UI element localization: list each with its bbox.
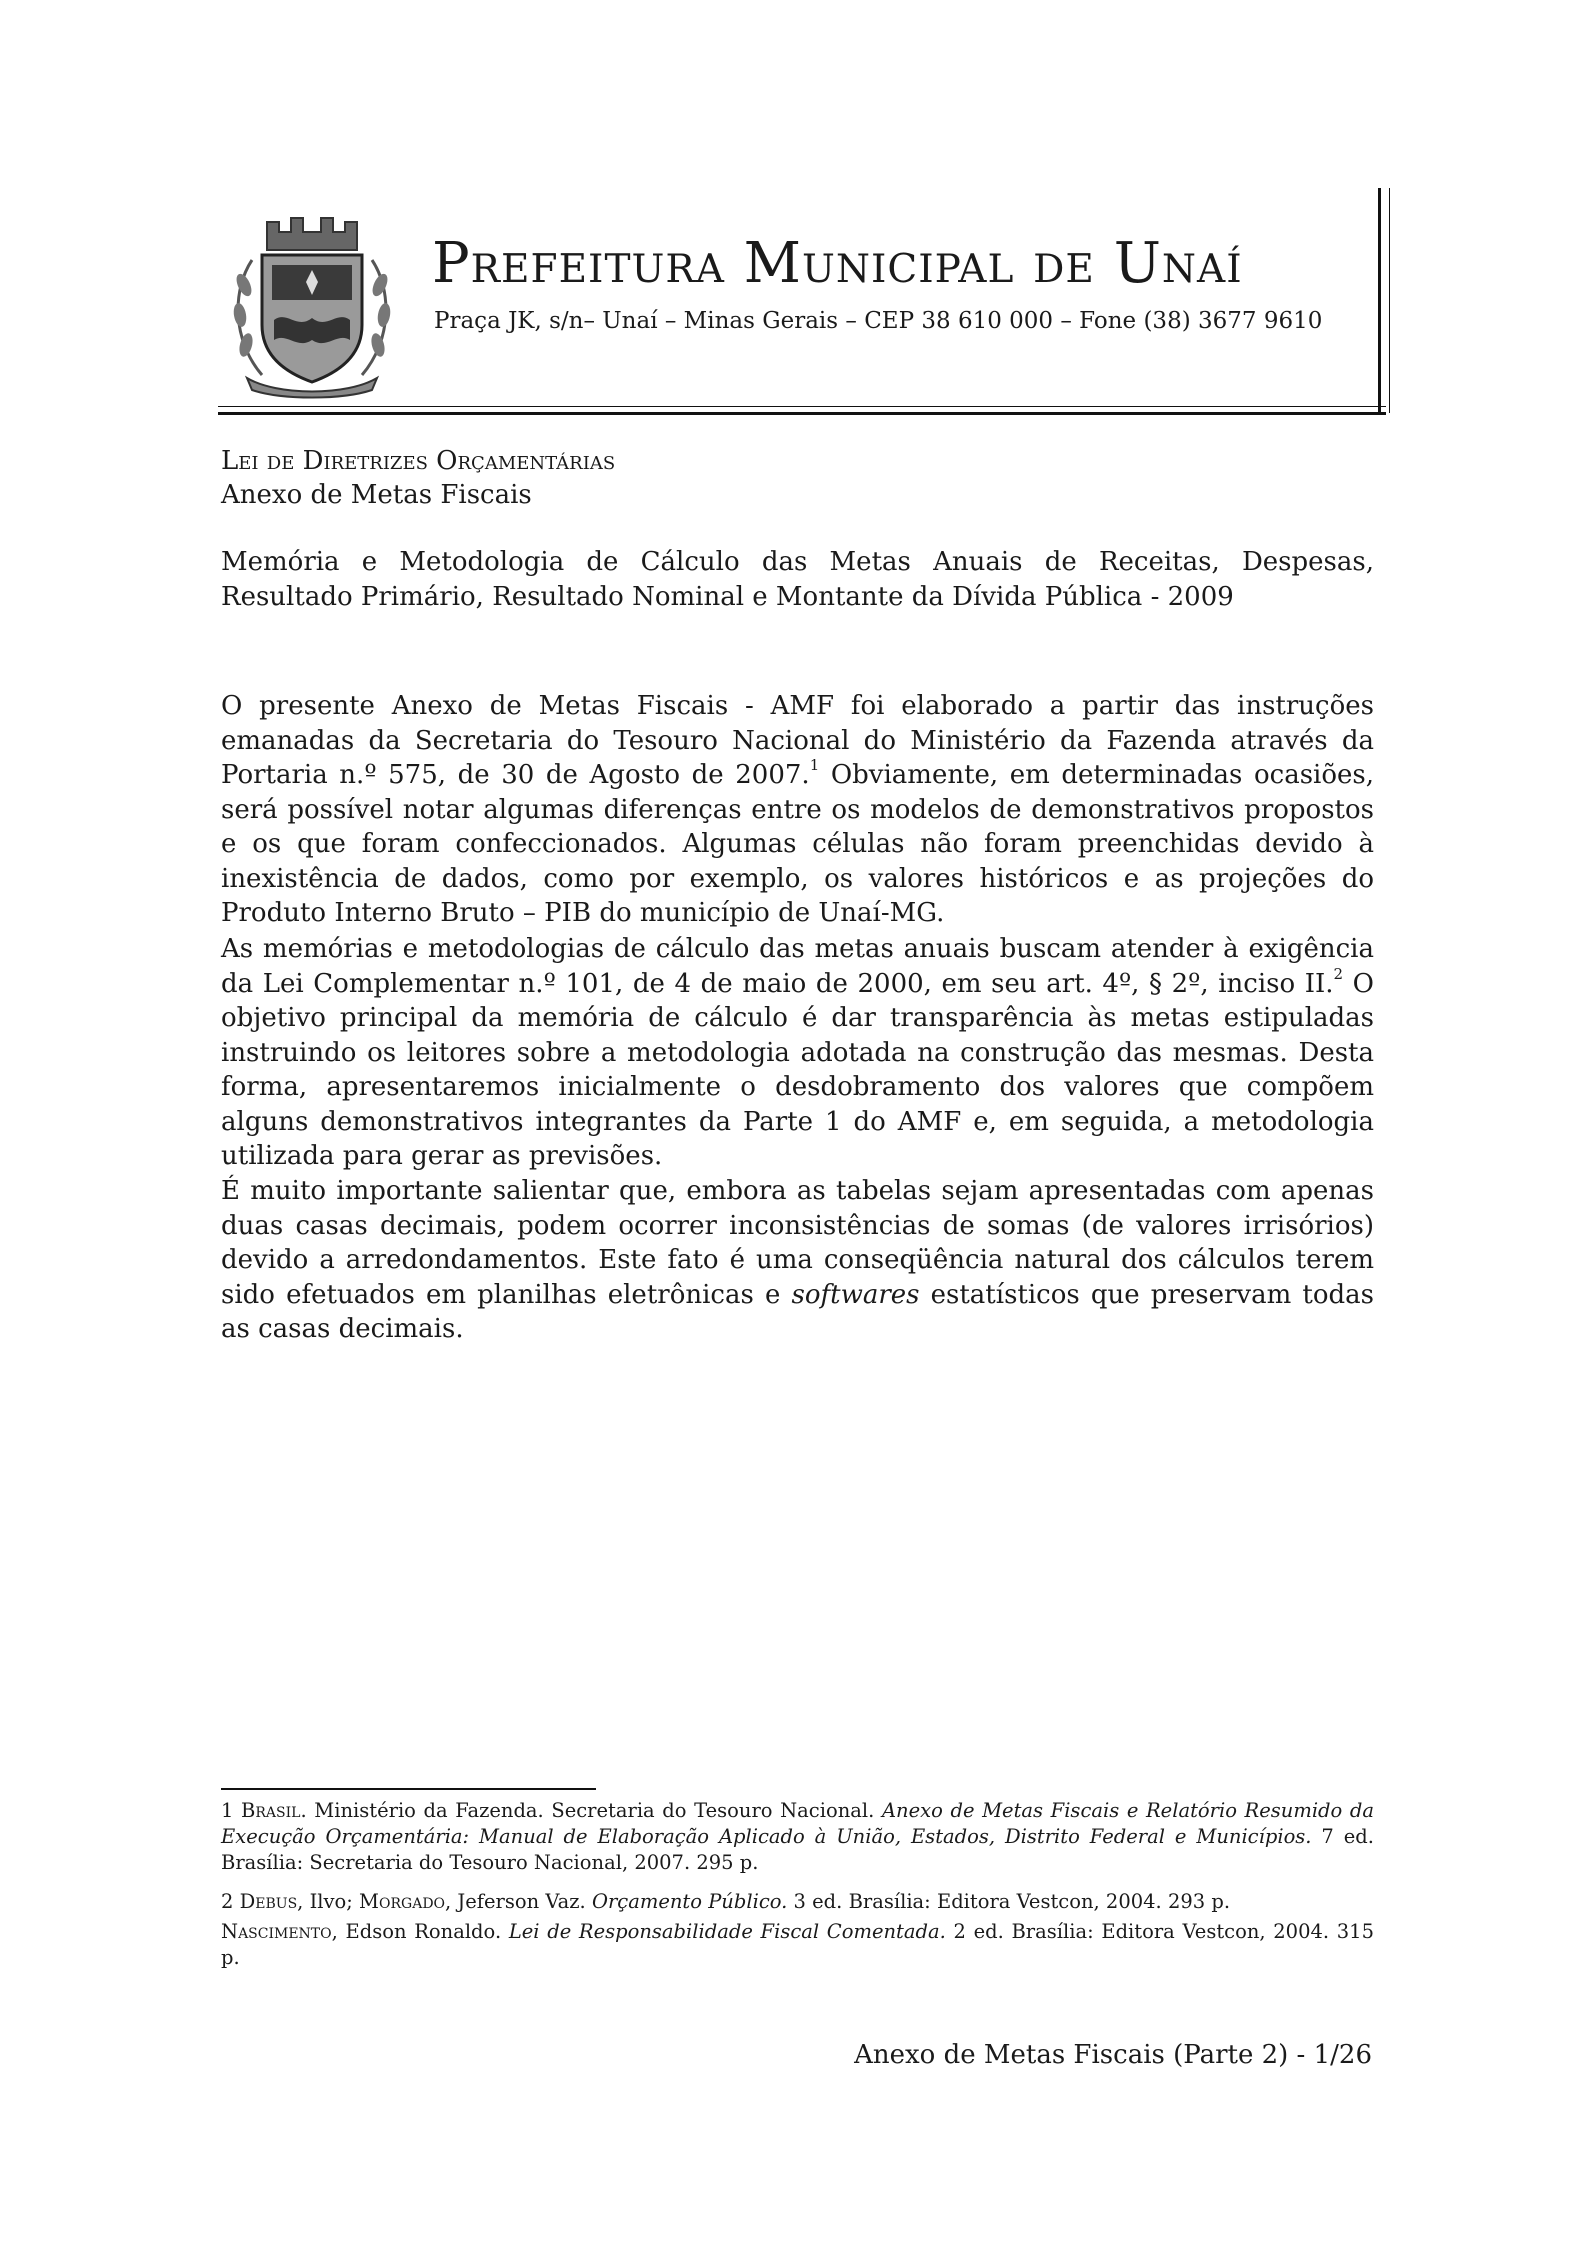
organization-title: Prefeitura Municipal de Unaí [432,231,1243,296]
paragraph-2 [221,932,1374,1174]
footnote-3-title: Lei de Responsabilidade Fiscal Comentada. [508,1920,946,1943]
footnote-1-number: 1 [221,1799,234,1822]
law-title: Lei de Diretrizes Orçamentárias [221,446,616,476]
paragraph-1-text-b: Obviamente, em determinadas ocasiões, será possível notar algumas diferenças entre os modelos de demonstrativos propostos e os que foram confeccionados. Algumas células não foram preenchidas devido à inexistência de dados, como por exemplo, os valores históricos e as projeções do Produto Interno Bruto – PIB do município de Unaí-MG. [221,760,1374,928]
footnote-3-author: Nascimento [221,1920,332,1943]
footnote-2-continuation [221,1919,1374,1971]
paragraph-3-italic: softwares [791,1279,920,1310]
annex-title: Anexo de Metas Fiscais [221,480,532,510]
page-footer-label: Anexo de Metas Fiscais (Parte 2) - 1/26 [854,2040,1372,2070]
paragraph-2-text-b: O objetivo principal da memória de cálculo é dar transparência às metas estipuladas instruindo os leitores sobre a metodologia adotada na construção das mesmas. Desta forma, apresentaremos inicialmente o desdobramento dos valores que compõem alguns demonstrativos integrantes da Parte 1 do AMF e, em seguida, a metodologia utilizada para gerar as previsões. [221,968,1374,1171]
paragraph-3-text-a: É muito importante salientar que, embora as tabelas sejam apresentadas com apenas duas casas decimais, podem ocorrer inconsistências de somas (de valores irrisórios) devido a arredondamentos. Este fato é uma conseqüência natural dos cálculos terem sido efetuados em planilhas eletrônicas e [221,1176,1374,1310]
paragraph-3-text-b: estatísticos que preservam todas as casas decimais. [221,1279,1374,1344]
footnote-separator [221,1788,596,1790]
footnote-1 [221,1798,1374,1876]
footnote-3-text-b: 2 ed. Brasília: Editora Vestcon, 2004. 315 p. [221,1920,1374,1969]
municipal-coat-of-arms-icon [222,200,402,400]
paragraph-1 [221,689,1374,931]
footnote-2-title: Orçamento Público. [591,1890,788,1913]
paragraph-1-text-a: O presente Anexo de Metas Fiscais - AMF foi elaborado a partir das instruções emanadas da Secretaria do Tesouro Nacional do Ministério da Fazenda através da Portaria n.º 575, de 30 de Agosto de 2007. [221,691,1374,790]
footnote-2-author-1: Debus [239,1890,298,1913]
footnote-ref-2: 2 [1333,964,1344,983]
footnote-1-author: Brasil [241,1799,301,1822]
paragraph-3 [221,1174,1374,1347]
header-frame-bottom [218,406,1386,415]
footnote-2-text-c: 3 ed. Brasília: Editora Vestcon, 2004. 293 p. [787,1890,1231,1913]
footnote-2-text-b: , Jeferson Vaz. [445,1890,592,1913]
footnote-3-text-a: , Edson Ronaldo. [331,1920,509,1943]
organization-address: Praça JK, s/n– Unaí – Minas Gerais – CEP 38 610 000 – Fone (38) 3677 9610 [434,308,1323,334]
footnote-2-number: 2 [221,1890,234,1913]
footnote-1-title: Anexo de Metas Fiscais e Relatório Resumido da Execução Orçamentária: Manual de Elaboração Aplicado à União, Estados, Distrito Federal e Municípios. [221,1799,1374,1848]
footnote-2 [221,1889,1374,1915]
footnote-2-text-a: , Ilvo; [297,1890,360,1913]
header-frame-right [1378,188,1390,413]
footnote-2-author-2: Morgado [359,1890,446,1913]
footnote-ref-1: 1 [809,756,820,775]
memo-title: Memória e Metodologia de Cálculo das Metas Anuais de Receitas, Despesas, Resultado Primário, Resultado Nominal e Montante da Dívida Pública - 2009 [221,547,1374,612]
footnote-1-text-b: 7 ed. Brasília: Secretaria do Tesouro Nacional, 2007. 295 p. [221,1825,1374,1874]
paragraph-2-text-a: As memórias e metodologias de cálculo das metas anuais buscam atender à exigência da Lei Complementar n.º 101, de 4 de maio de 2000, em seu art. 4º, § 2º, inciso II. [221,934,1374,999]
footnote-1-text-a: . Ministério da Fazenda. Secretaria do Tesouro Nacional. [300,1799,882,1822]
